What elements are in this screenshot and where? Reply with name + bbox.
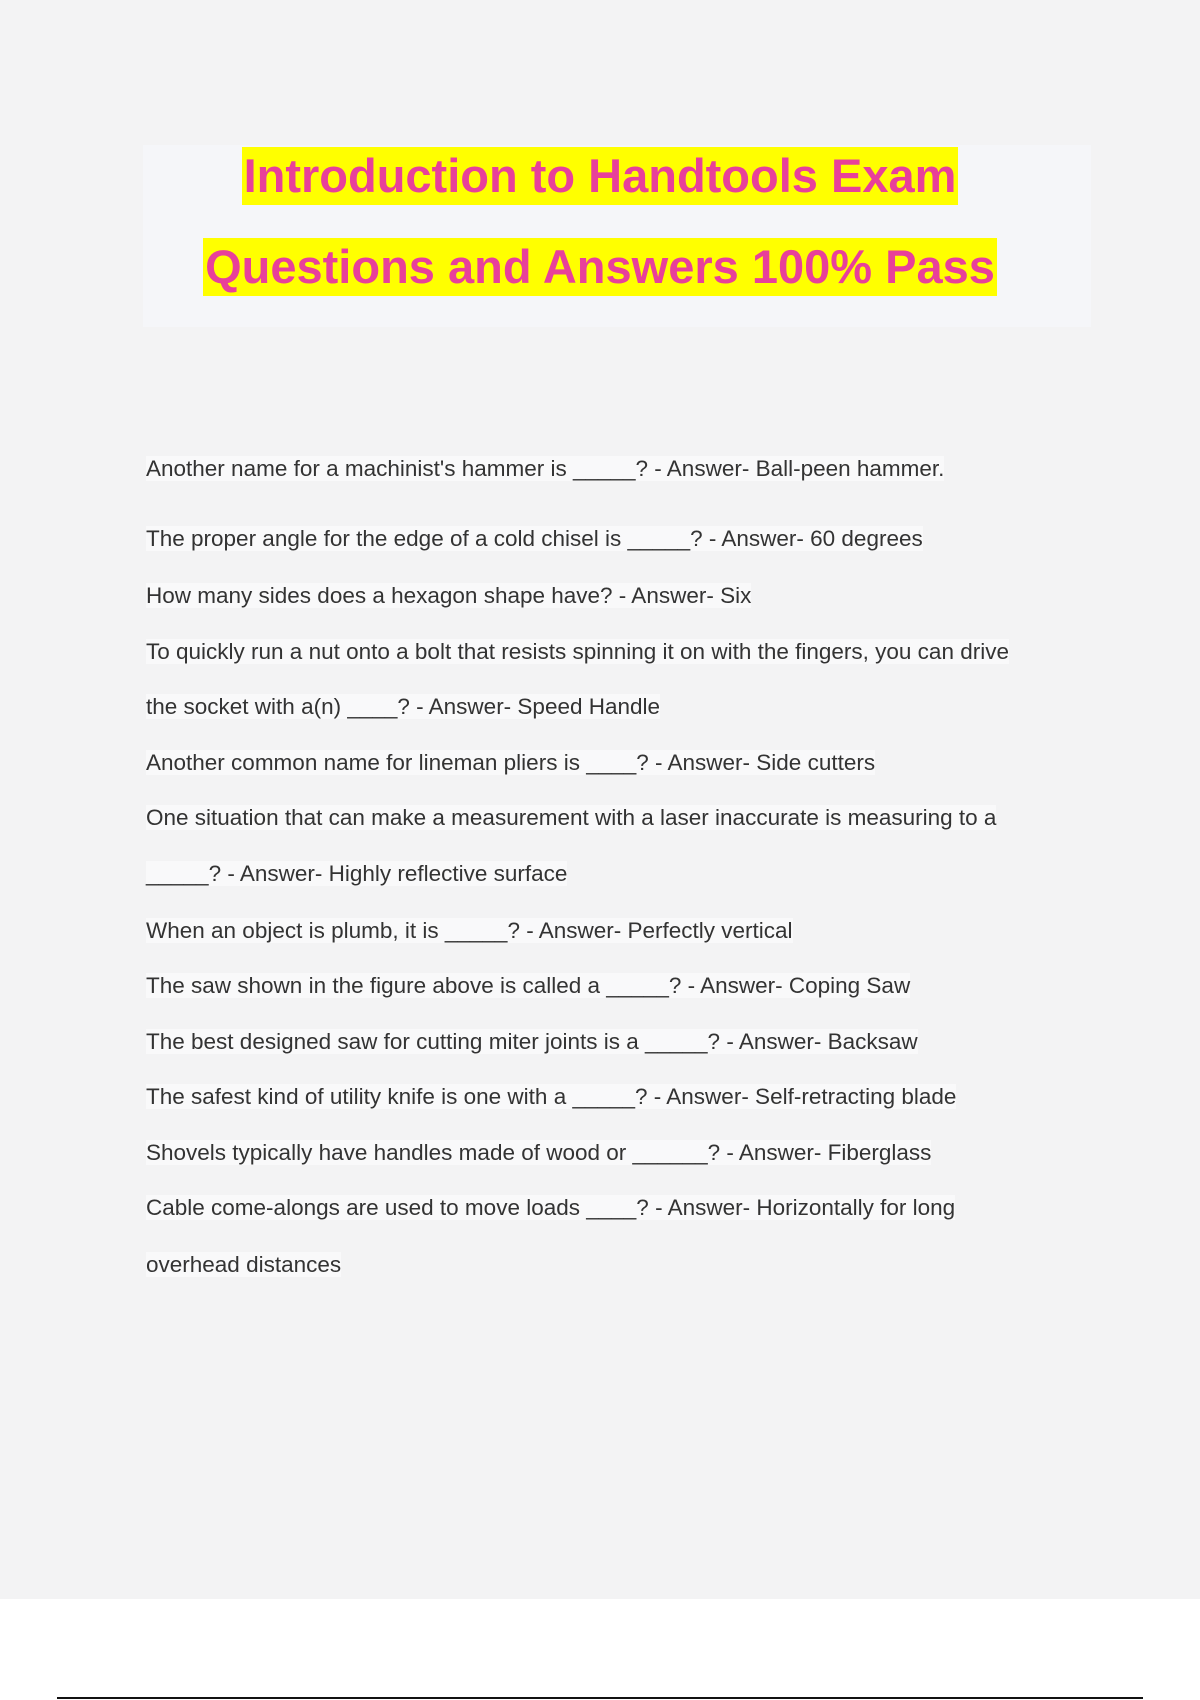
qa-line [146,1140,931,1166]
qa-line [146,973,910,999]
qa-line [146,694,660,720]
title-line-2-wrapper [0,240,1200,325]
qa-text: Shovels typically have handles made of wood or ______? - Answer- Fiberglass [146,1140,932,1165]
qa-line [146,861,567,887]
qa-text: The best designed saw for cutting miter joints is a _____? - Answer- Backsaw [146,1029,918,1054]
qa-line [146,918,793,944]
qa-text: The saw shown in the figure above is called a _____? - Answer- Coping Saw [146,973,911,998]
qa-text: Cable come-alongs are used to move loads ____? - Answer- Horizontally for long [146,1195,956,1220]
title-line-1-wrapper [0,149,1200,234]
qa-text: _____? - Answer- Highly reflective surface [146,861,568,886]
qa-line [146,456,944,482]
qa-text: overhead distances [146,1252,342,1277]
qa-text: Another name for a machinist's hammer is _____? - Answer- Ball-peen hammer. [146,456,945,481]
qa-text: the socket with a(n) ____? - Answer- Speed Handle [146,694,661,719]
footer-divider [57,1697,1143,1699]
qa-text: The proper angle for the edge of a cold chisel is _____? - Answer- 60 degrees [146,526,923,551]
qa-text: To quickly run a nut onto a bolt that resists spinning it on with the fingers, you can drive [146,639,1009,664]
qa-line [146,526,923,552]
document-title-line-1: Introduction to Handtools Exam [242,147,959,205]
qa-line [146,583,751,609]
document-title-line-2: Questions and Answers 100% Pass [203,238,997,296]
qa-line [146,1195,955,1221]
qa-text: How many sides does a hexagon shape have? - Answer- Six [146,583,752,608]
qa-line [146,1029,918,1055]
qa-line [146,639,1009,665]
qa-text: The safest kind of utility knife is one with a _____? - Answer- Self-retracting blade [146,1084,957,1109]
qa-line [146,1084,956,1110]
qa-text: Another common name for lineman pliers is ____? - Answer- Side cutters [146,750,876,775]
qa-text: When an object is plumb, it is _____? - Answer- Perfectly vertical [146,918,793,943]
qa-line [146,750,875,776]
qa-line [146,805,996,831]
qa-text: One situation that can make a measurement with a laser inaccurate is measuring to a [146,805,997,830]
qa-line [146,1252,341,1278]
